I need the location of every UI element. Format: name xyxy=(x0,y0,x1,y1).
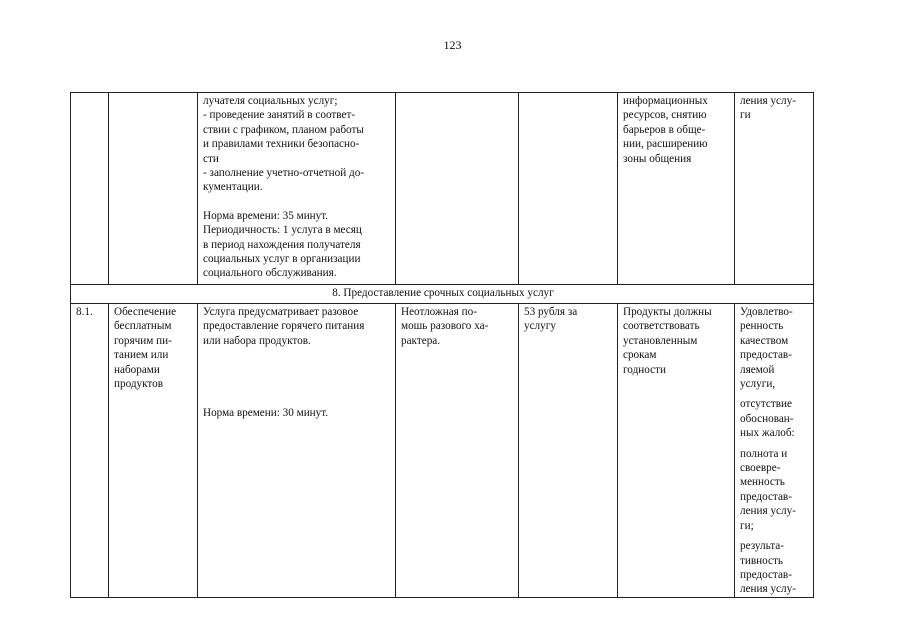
text-line: Услуга предусматривает разовое xyxy=(203,306,359,318)
service-number: 8.1. xyxy=(71,304,109,598)
text-line: ствии с графиком, планом работы xyxy=(203,123,364,136)
text-line: ренность xyxy=(740,320,784,333)
text-line: ги xyxy=(740,109,751,122)
text-line: ресурсов, снятию xyxy=(623,109,707,122)
text-line: ляемой xyxy=(740,363,775,376)
text-line: результа- xyxy=(740,540,784,553)
text-line: кументации. xyxy=(203,181,263,194)
text-line: бесплатным xyxy=(114,320,172,333)
text-line: отсутствие xyxy=(740,398,792,411)
text-line: тивность xyxy=(740,554,783,567)
continued-price-cell xyxy=(519,93,618,285)
text-line: барьеров в обще- xyxy=(623,123,706,136)
service-price-cell xyxy=(519,304,618,598)
text-line: социальных услуг в организации xyxy=(203,253,361,266)
text-line: ления услу- xyxy=(740,505,796,518)
text-line: ления услу- xyxy=(740,583,796,596)
text-line: 53 рубля за xyxy=(524,306,578,318)
text-line: горячим пи- xyxy=(114,334,172,347)
text-line: ных жалоб: xyxy=(740,427,795,440)
time-norm: Норма времени: 35 минут. xyxy=(203,209,329,222)
text-line: продуктов xyxy=(114,378,164,391)
text-line: нии, расширению xyxy=(623,138,708,151)
text-line: лучателя социальных услуг; xyxy=(203,95,338,107)
text-line: менность xyxy=(740,476,785,489)
text-line: - заполнение учетно-отчетной до- xyxy=(203,167,365,180)
continued-number-cell xyxy=(71,93,109,285)
text-line: Продукты должны xyxy=(623,306,712,318)
text-line: или набора продуктов. xyxy=(203,334,311,347)
text-line: соответствовать xyxy=(623,320,700,333)
text-line: Обеспечение xyxy=(114,306,177,318)
text-line: танием или xyxy=(114,349,169,362)
text-line: качеством xyxy=(740,334,789,347)
text-line: зоны общения xyxy=(623,152,692,165)
service-name-cell xyxy=(109,304,198,598)
continued-type-cell xyxy=(396,93,519,285)
text-line: в период нахождения получателя xyxy=(203,238,361,251)
service-conditions-cell xyxy=(618,304,735,598)
service-description-cell xyxy=(198,304,396,598)
services-table xyxy=(70,92,814,598)
time-norm: Норма времени: 30 минут. xyxy=(203,407,329,420)
section-title: 8. Предоставление срочных социальных услуг xyxy=(71,285,814,304)
text-line: информационных xyxy=(623,95,708,107)
text-line: мошь разового ха- xyxy=(401,320,489,333)
continued-description-cell xyxy=(198,93,396,285)
service-type-cell xyxy=(396,304,519,598)
section-row xyxy=(71,285,814,304)
text-line: своевре- xyxy=(740,462,781,475)
text-line: полнота и xyxy=(740,447,788,460)
text-line: ления услу- xyxy=(740,95,796,107)
text-line: услугу xyxy=(524,320,556,333)
service-quality-cell xyxy=(735,304,814,598)
text-line: рактера. xyxy=(401,334,441,347)
text-line: Удовлетво- xyxy=(740,306,793,318)
text-line: - проведение занятий в соответ- xyxy=(203,109,356,122)
text-line: годности xyxy=(623,363,666,376)
text-line: установленным xyxy=(623,334,698,347)
continued-quality-cell xyxy=(735,93,814,285)
service-row xyxy=(71,304,814,598)
text-line: предостав- xyxy=(740,490,792,503)
text-line: Периодичность: 1 услуга в месяц xyxy=(203,224,362,237)
text-line: срокам xyxy=(623,349,657,362)
text-line: услуги, xyxy=(740,378,776,391)
text-line: наборами xyxy=(114,363,160,376)
continued-name-cell xyxy=(109,93,198,285)
text-line: ги; xyxy=(740,519,754,532)
page-number: 123 xyxy=(443,38,462,52)
continued-row xyxy=(71,93,814,285)
text-line: обоснован- xyxy=(740,412,794,425)
continued-conditions-cell xyxy=(618,93,735,285)
text-line: и правилами техники безопасно- xyxy=(203,138,360,151)
text-line: социального обслуживания. xyxy=(203,267,337,280)
text-line: Неотложная по- xyxy=(401,306,477,318)
text-line: сти xyxy=(203,152,219,165)
text-line: предостав- xyxy=(740,568,792,581)
text-line: предоставление горячего питания xyxy=(203,320,365,333)
text-line: предостав- xyxy=(740,349,792,362)
